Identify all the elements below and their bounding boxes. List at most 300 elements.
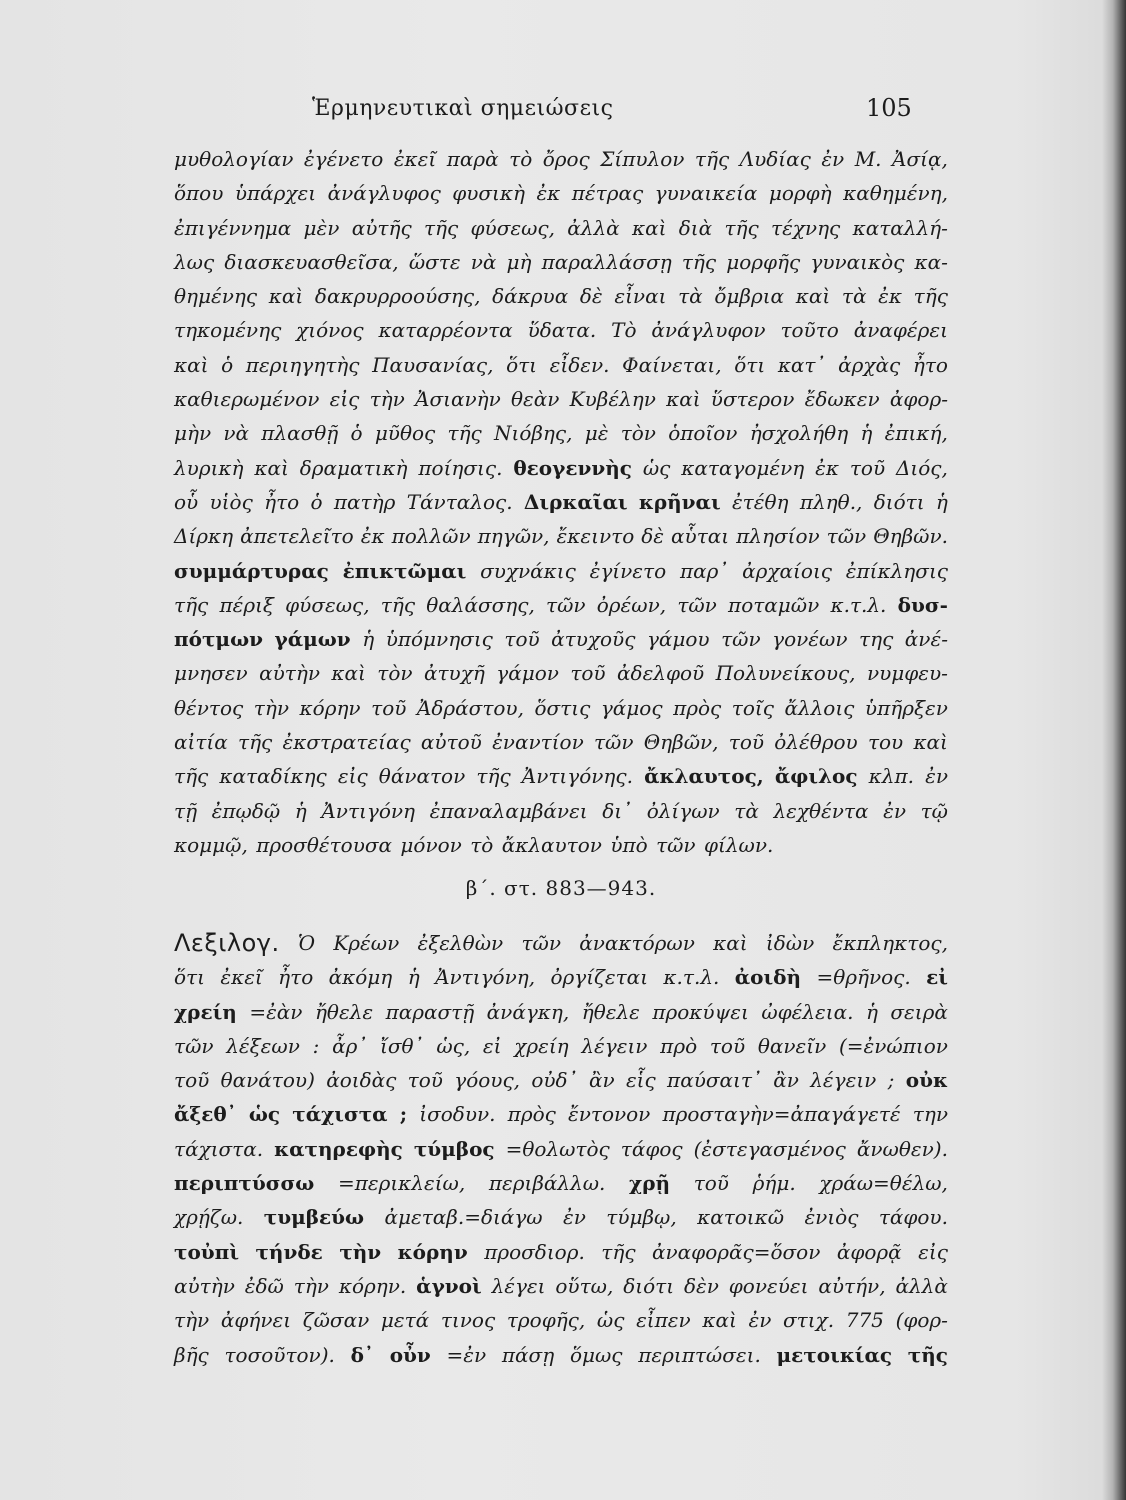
word: ἐκεῖ (393, 147, 437, 171)
word: γυναικὸς (810, 249, 905, 274)
word: ἡ (294, 798, 307, 823)
word: τῆς (913, 284, 948, 309)
word: ῥήμ. (752, 1171, 796, 1196)
word: καταγομένη (681, 455, 805, 480)
lemma-term: ἀοιδὴ (734, 965, 802, 990)
word: ἤθελε (314, 999, 374, 1024)
word: καὶ (913, 730, 948, 755)
word: ὅπου (174, 181, 224, 206)
word: τοῦτο (780, 318, 839, 343)
text-line (174, 828, 948, 862)
word: Θηβῶν, (643, 730, 719, 755)
word: μετά (380, 1308, 430, 1333)
word: ἀνάγλυφος (327, 181, 441, 206)
word: μὲν (303, 215, 340, 240)
word: πηγῶν, (477, 524, 550, 549)
word: Διός, (895, 455, 948, 480)
word: κόρην. (338, 1273, 407, 1298)
word: πέτρας (571, 181, 644, 206)
word: ἐξελθὼν (417, 931, 504, 955)
lemma-term: τύμβος (413, 1136, 495, 1161)
word: ἀνέ- (904, 627, 948, 652)
word: Ἀντιγόνης. (521, 764, 633, 789)
word: αὐτήν, (818, 1273, 886, 1298)
word: Σίπυλον (600, 147, 685, 171)
word: τὴν (174, 1308, 210, 1333)
word: ἐν (883, 798, 906, 823)
word: τῆς (447, 421, 482, 446)
text-line (174, 519, 948, 553)
word: ἀοιδὰς (326, 1068, 397, 1093)
lemma-term: ἁγνοὶ (416, 1273, 482, 1298)
word: καὶ (795, 284, 831, 309)
word: ὁ (221, 352, 234, 377)
word: τοῦ (504, 627, 540, 652)
lemma-term: τῆς (907, 1342, 948, 1367)
lemma-term: θεογεννὴς (513, 455, 632, 480)
word: τὸ (509, 147, 533, 171)
word: βῆς (174, 1342, 209, 1367)
text-line (174, 1269, 948, 1303)
word: τηκομένης (174, 318, 282, 343)
word: ἄνωθεν). (856, 1136, 948, 1161)
word: ὕδατα. (527, 318, 597, 343)
word: ἂν (588, 1068, 615, 1093)
vocabulary-paragraph (174, 926, 948, 1372)
word: 775 (845, 1308, 884, 1333)
word: νυμφευ- (866, 661, 948, 686)
lemma-term: ἄκλαυτος, (644, 764, 764, 789)
word: γάμου (646, 627, 710, 652)
word: φίλων. (703, 832, 774, 857)
word: ὅτι (174, 965, 205, 990)
word: μὴ (506, 249, 532, 274)
word: θανάτου) (220, 1068, 315, 1093)
word: τῶν (656, 832, 696, 857)
word: ἠσχολήθη (749, 421, 849, 446)
word: κατ᾽ (777, 352, 826, 377)
lemma-term: κατηρεφὴς (274, 1136, 403, 1161)
word: δάκρυα (492, 284, 569, 309)
word: εἶναι (614, 284, 667, 309)
word: ἔκπληκτος, (832, 931, 948, 955)
word: εἰς (329, 387, 360, 412)
word: τινος (440, 1308, 496, 1333)
word: τοῦ (570, 661, 606, 686)
word: ἐπαναλαμβάνει (429, 798, 588, 823)
word: παραστῇ (385, 999, 475, 1024)
word: αὐτῆς (351, 215, 412, 240)
word: δι᾽ (602, 798, 633, 823)
word: κομμῷ, (174, 832, 248, 857)
word: πάσῃ (501, 1342, 555, 1367)
word: καὶ (331, 661, 366, 686)
lemma-term: δ᾽ (350, 1342, 374, 1367)
word: τοῦ (849, 455, 886, 480)
word: δὲ (641, 524, 665, 549)
word: =ἐὰν (249, 999, 303, 1024)
word: ποταμῶν (728, 592, 820, 617)
word: ἐγένετο (303, 147, 384, 171)
word: προσθέτουσα (256, 832, 393, 857)
word: ἐν (925, 764, 948, 789)
word: τῷ (920, 798, 948, 823)
word: =θολωτὸς (505, 1136, 610, 1161)
word: τῆς (423, 215, 459, 240)
lemma-term: τήνδε (255, 1239, 323, 1264)
text-line (174, 416, 948, 450)
word: τύμβῳ, (606, 1205, 677, 1230)
word: τὴν (369, 387, 405, 412)
word: τοῦ (709, 1033, 746, 1058)
word: ἀμεταβ.=διάγω (384, 1205, 543, 1230)
word: θημένης (174, 284, 258, 309)
word: ἐπική, (884, 421, 948, 446)
lemma-term: τυμβεύω (263, 1205, 365, 1230)
word: ὅτι (734, 352, 766, 377)
word: θαλάσσης, (426, 592, 535, 617)
text-line (174, 279, 948, 313)
text-line (174, 245, 948, 279)
word: ὄμβρια (714, 284, 785, 309)
word: ἀπετελεῖτο (240, 524, 354, 549)
word: ὑπόμνησις (385, 627, 493, 652)
word: Ἀσίᾳ, (892, 147, 948, 171)
word: (φορ- (895, 1308, 948, 1333)
word: ὅτι (506, 352, 538, 377)
text-line (174, 759, 948, 793)
word: =περικλείω, (337, 1171, 466, 1196)
word: Τὸ (611, 318, 637, 343)
lemma-term: τοὐπὶ (174, 1239, 239, 1264)
word: εἰς (337, 764, 368, 789)
word: ὑπάρχει (234, 181, 317, 206)
lemma-term: κρῆναι (638, 489, 721, 514)
word: (=ἐνώπιον (838, 1033, 948, 1058)
word: ἀλλὰ (895, 1273, 948, 1298)
word: περιβάλλω. (488, 1171, 606, 1196)
word: γυναικεία (654, 181, 758, 206)
word: καταρρέοντα (378, 318, 513, 343)
word: τῆς (724, 215, 759, 240)
text-line (174, 1338, 948, 1372)
word: ὀρέων, (596, 592, 667, 617)
text-line (174, 554, 948, 588)
word: τοῦ (407, 1068, 443, 1093)
word: Νιόβης, (493, 421, 573, 446)
word: αὐτοῦ (420, 730, 482, 755)
running-head: Ἑρμηνευτικαὶ σημειώσεις (312, 96, 614, 121)
word: τοῦ (693, 1171, 729, 1196)
word: πληθ., (799, 489, 863, 514)
text-line (174, 622, 948, 656)
word: κα- (914, 249, 948, 274)
word: τῶν (174, 1033, 214, 1058)
word: πρὸς (507, 1102, 556, 1127)
word: πολλῶν (391, 524, 471, 549)
word: τὸν (620, 421, 656, 446)
lemma-term: ἄφιλος (774, 764, 858, 789)
word: ὅμως (569, 1342, 623, 1367)
word: ὁ (350, 421, 363, 446)
word: ἐδῶ (244, 1273, 284, 1298)
word: ἔκειντο (556, 524, 635, 549)
word: νὰ (223, 421, 250, 446)
word: τῆς (694, 147, 730, 171)
word: τὴν (293, 1273, 329, 1298)
word: του (867, 730, 904, 755)
word: οὗ (174, 489, 199, 514)
text-line (174, 1235, 948, 1269)
word: ἀτυχῆ (423, 661, 485, 686)
word: ἐκεῖ (220, 965, 263, 990)
word: πρὸς (673, 695, 722, 720)
word: της (859, 627, 894, 652)
word: ἤθελε (581, 999, 640, 1024)
word: ἐν (562, 1205, 586, 1230)
word: μῦθος (374, 421, 436, 446)
word: τῇ (174, 798, 198, 823)
word: Θηβῶν. (873, 524, 948, 549)
word: ; (887, 1068, 895, 1093)
word: γάμον (496, 661, 559, 686)
word: ἦτο (278, 965, 314, 990)
lemma-term: ἐπικτῶμαι (342, 558, 467, 583)
word: ὡς, (436, 1033, 471, 1058)
word: τάχιστα. (174, 1136, 264, 1161)
word: Ὁ (297, 931, 316, 955)
word: εἰ (482, 1033, 502, 1058)
word: ἀνάγλυφον (651, 318, 766, 343)
word: Ἀσιανὴν (415, 387, 501, 412)
binding-shadow (1102, 0, 1126, 1500)
word: τῶν (721, 627, 761, 652)
word: ἡ (362, 627, 375, 652)
word: μὴν (174, 421, 212, 446)
word: ἐπιγέννημα (174, 215, 292, 240)
text-line (174, 926, 948, 960)
word: τῆς (174, 592, 209, 617)
word: τῶν (546, 592, 586, 617)
word: καὶ (631, 215, 667, 240)
word: ἦτο (264, 489, 300, 514)
text-line (174, 485, 948, 519)
word: εἶπεν (636, 1308, 691, 1333)
word: εἷς (625, 1068, 656, 1093)
word: ἄλλοις (784, 695, 855, 720)
lemma-term: ὡς (248, 1102, 281, 1127)
word: χρείη (514, 1033, 569, 1058)
word: δραματικὴ (299, 455, 408, 480)
word: τοῦ (728, 730, 765, 755)
word: ἐκ (536, 181, 561, 206)
word: σειρὰ (890, 999, 948, 1024)
word: τῆς (174, 764, 209, 789)
lemma-term: χρῇ (629, 1171, 671, 1196)
word: πρὸ (660, 1033, 698, 1058)
word: περιπτώσει. (638, 1342, 761, 1367)
word: χρῄζω. (174, 1205, 244, 1230)
lemma-term: εἰ (926, 965, 948, 990)
word: δὲ (579, 284, 603, 309)
lemma-term: ; (399, 1102, 408, 1127)
word: Ἀντιγόνη, (435, 965, 536, 990)
page-header (0, 96, 1126, 132)
word: ἴσθ᾽ (380, 1033, 424, 1058)
word: ἦτο (912, 352, 948, 377)
word: ἐκστρατείας (282, 730, 411, 755)
lemma-term: τάχιστα (292, 1102, 388, 1127)
text-line (174, 1097, 948, 1131)
word: πέριξ (219, 592, 274, 617)
word: γόους, (454, 1068, 521, 1093)
text-line (174, 382, 948, 416)
word: μορφῆς (726, 249, 801, 274)
word: τέχνης (771, 215, 841, 240)
word: ὕστερον (710, 387, 795, 412)
word: μνησεν (174, 661, 248, 686)
text-line (174, 588, 948, 622)
word: θεὰν (511, 387, 560, 412)
word: αὗται (671, 524, 730, 549)
word: ἐνιὸς (804, 1205, 859, 1230)
lemma-term: οὖν (389, 1342, 431, 1367)
word: εἶδεν. (549, 352, 610, 377)
word: =θρῆνος. (816, 965, 911, 990)
word: μόνον (400, 832, 462, 857)
word: τοσοῦτον). (224, 1342, 335, 1367)
word: ὠφέλεια. (761, 999, 854, 1024)
word: τροφῆς, (506, 1308, 586, 1333)
word: φυσικὴ (452, 181, 525, 206)
word: ἀναφορᾶς=ὅσον (652, 1239, 821, 1264)
word: Μ. (854, 147, 882, 171)
word: ἄκλαυτον (501, 832, 602, 857)
text-line (174, 960, 948, 994)
word: (ἐστεγασμένος (693, 1136, 846, 1161)
word: τὰ (841, 284, 867, 309)
word: συχνάκις (480, 558, 576, 583)
word: διότι (623, 1273, 675, 1298)
word: καταλλή- (852, 215, 948, 240)
text-line (174, 1063, 948, 1097)
word: εἰς (918, 1239, 948, 1264)
word: ἔντονον (567, 1102, 651, 1127)
lemma-term: περιπτύσσω (174, 1171, 315, 1196)
word: Δίρκη (174, 524, 234, 549)
lemma-term: δυσ- (897, 592, 948, 617)
word: παραλλάσσῃ (541, 249, 672, 274)
lemma-term: χρείη (174, 999, 237, 1024)
word: Τάνταλος. (406, 489, 513, 514)
word: φύσεως, (470, 215, 555, 240)
word: ὀργίζεται (550, 965, 649, 990)
word: θανεῖν (757, 1033, 827, 1058)
word: αἰτία (174, 730, 228, 755)
word: θάνατον (378, 764, 466, 789)
word: κλπ. (868, 764, 914, 789)
word: καθιερωμένον (174, 387, 320, 412)
word: καταδίκης (219, 764, 327, 789)
word: λέγειν (810, 1068, 877, 1093)
word: ὀλέθρου (774, 730, 858, 755)
word: ζῶσαν (302, 1308, 370, 1333)
word: παρὰ (446, 147, 499, 171)
word: ὅστις (534, 695, 591, 720)
word: τῆς (681, 249, 717, 274)
word: ἀνακτόρων (579, 931, 695, 955)
word: ἀφορ- (889, 387, 948, 412)
section-heading: β΄. στ. 883—943. (465, 876, 657, 900)
word: =ἐν (446, 1342, 487, 1367)
word: την (912, 1102, 948, 1127)
word: κ.τ.λ. (830, 592, 887, 617)
word: ἀνάγκη, (486, 999, 570, 1024)
text-line (174, 656, 948, 690)
word: ὁ (310, 489, 323, 514)
word: κατοικῶ (697, 1205, 785, 1230)
word: ἡ (865, 999, 878, 1024)
word: τὰ (678, 284, 703, 309)
word: παρ᾽ (679, 558, 729, 583)
word: ἡ (935, 489, 948, 514)
word: ἔδωκεν (804, 387, 880, 412)
word: ὁποῖον (668, 421, 738, 446)
vocabulary-label: Λεξιλογ. (174, 929, 280, 957)
word: τάφου. (878, 1205, 948, 1230)
word: ἀφορᾷ (836, 1239, 902, 1264)
word: τοῦ (174, 1068, 210, 1093)
word: πλησίον (736, 524, 820, 549)
word: λεχθέντα (773, 798, 869, 823)
word: μὲ (584, 421, 609, 446)
text-line (174, 1303, 948, 1337)
word: διὰ (678, 215, 713, 240)
word: πατὴρ (333, 489, 396, 514)
word: γάμος (600, 695, 663, 720)
word: τῶν (593, 730, 634, 755)
word: ἐκ (878, 284, 902, 309)
word: ἀκόμη (328, 965, 393, 990)
word: καὶ (702, 1308, 737, 1333)
word: ἐναντίον (492, 730, 584, 755)
word: καὶ (174, 352, 209, 377)
word: οὐδ᾽ (531, 1068, 578, 1093)
word: κ.τ.λ. (663, 965, 720, 990)
word: τῶν (677, 592, 717, 617)
text-line (174, 1029, 948, 1063)
word: περιηγητὴς (245, 352, 360, 377)
word: μορφὴ (768, 181, 832, 206)
word: τῆς (476, 764, 511, 789)
text-line (174, 794, 948, 828)
word: ὀλίγων (646, 798, 720, 823)
text-line (174, 313, 948, 347)
word: ἐκ (815, 455, 839, 480)
lemma-term: Διρκαῖαι (523, 489, 628, 514)
word: διασκευασθεῖσα, (224, 249, 399, 274)
word: ὡς (642, 455, 671, 480)
word: μυθολογίαν (174, 147, 294, 171)
lemma-term: πότμων (174, 627, 263, 652)
text-line (174, 176, 948, 210)
word: ἀφήνει (220, 1308, 292, 1333)
word: ἀλλὰ (567, 215, 620, 240)
word: πλασθῇ (261, 421, 339, 446)
word: ἆρ᾽ (332, 1033, 368, 1058)
lemma-term: τὴν (339, 1239, 382, 1264)
word: χράω=θέλω, (819, 1171, 948, 1196)
